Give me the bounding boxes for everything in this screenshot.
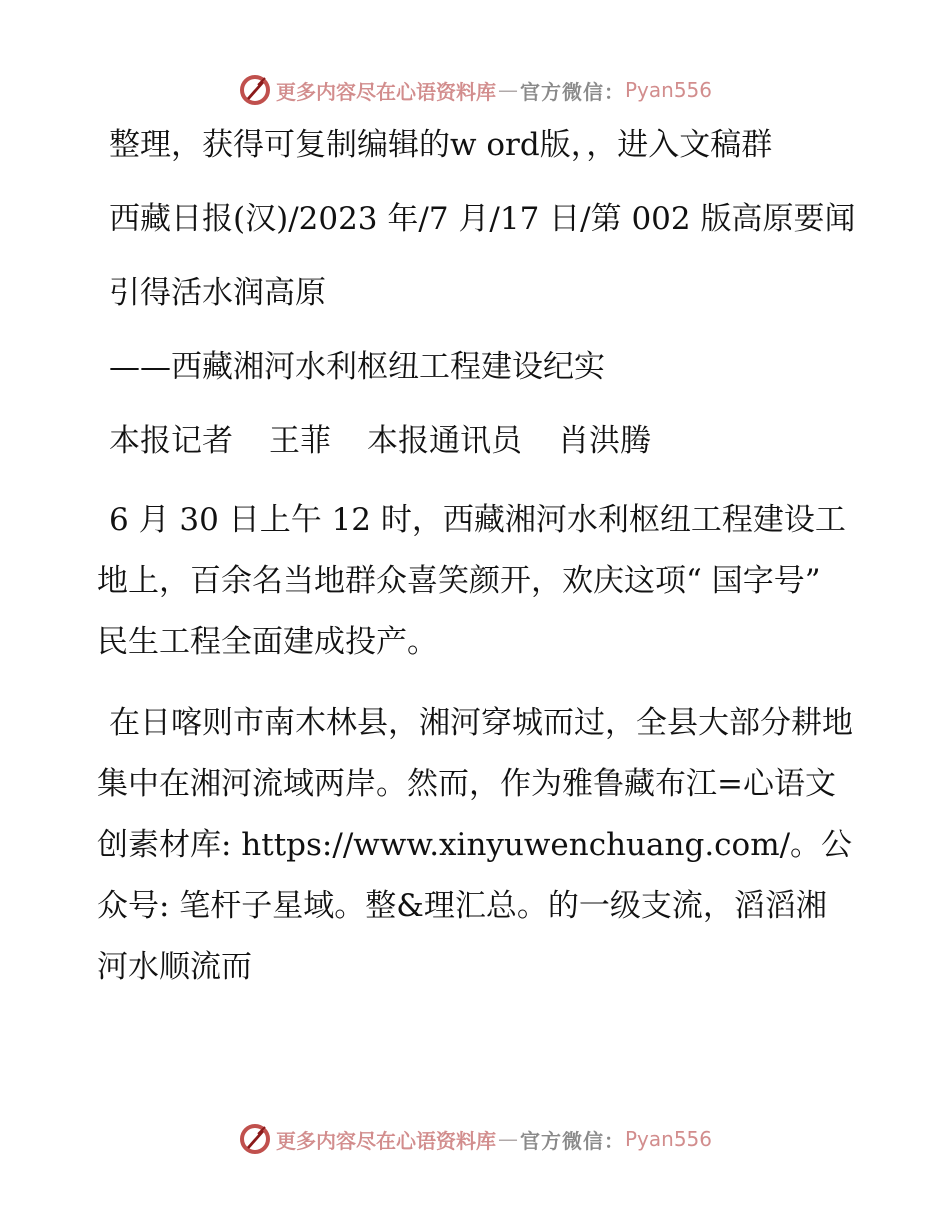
banner-wechat-id: Pyan556	[624, 78, 712, 102]
footer-banner	[0, 1119, 950, 1159]
intro-paragraph: 整理，获得可复制编辑的w ord版，，进入文稿群	[109, 127, 773, 163]
quill-circle-logo-icon	[238, 73, 272, 107]
document-body	[97, 120, 857, 998]
byline-reporter-name: 王菲	[269, 423, 331, 459]
article-title: 引得活水润高原	[109, 275, 326, 311]
article-subtitle: ——西藏湘河水利枢纽工程建设纪实	[109, 349, 605, 385]
footer-official-label: 官方微信：	[519, 1128, 625, 1153]
footer-wechat-id: Pyan556	[624, 1127, 712, 1151]
banner-official-label: 官方微信：	[519, 79, 625, 104]
byline-reporter-role: 本报记者	[109, 423, 233, 459]
banner-main-text: 更多内容尽在心语资料库	[275, 79, 496, 104]
footer-main-text: 更多内容尽在心语资料库	[275, 1128, 496, 1153]
byline-correspondent-name: 肖洪腾	[558, 423, 651, 459]
quill-circle-logo-icon	[238, 1122, 272, 1156]
footer-separator: —	[497, 1127, 518, 1151]
banner-separator: —	[497, 78, 518, 102]
source-line: 西藏日报(汉)/2023 年/7 月/17 日/第 002 版高原要闻	[109, 201, 856, 237]
byline	[97, 416, 857, 466]
byline-correspondent-role: 本报通讯员	[367, 423, 522, 459]
body-paragraph-2: 在日喀则市南木林县，湘河穿城而过，全县大部分耕地集中在湘河流域两岸。然而，作为雅鲁藏布江=心语文创素材库: https://www.xinyuwenchuang.com/。公众号: 笔杆子星域。整&理汇总。的一级支流，滔滔湘河水顺流而	[97, 705, 853, 985]
body-paragraph-1: 6 月 30 日上午 12 时，西藏湘河水利枢纽工程建设工地上，百余名当地群众喜笑颜开，欢庆这项“ 国字号” 民生工程全面建成投产。	[97, 502, 846, 660]
header-banner	[0, 70, 950, 110]
